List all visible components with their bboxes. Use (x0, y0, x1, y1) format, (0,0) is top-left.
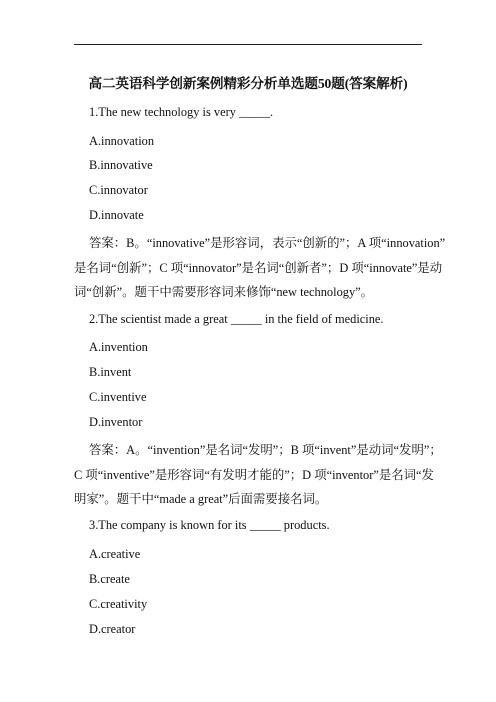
question-2-option-a: A.invention (89, 340, 148, 354)
question-2-answer-line-3: 明家”。题干中“made a great”后面需要接名词。 (74, 492, 328, 506)
question-3-option-b: B.create (89, 572, 130, 586)
question-1-option-c: C.innovator (89, 183, 148, 197)
document-title: 高二英语科学创新案例精彩分析单选题50题(答案解析) (88, 76, 408, 91)
question-2-option-c: C.inventive (89, 390, 147, 404)
question-3-option-c: C.creativity (89, 597, 148, 611)
question-2-answer (74, 442, 442, 516)
question-1-stem: 1.The new technology is very _____. (89, 105, 274, 119)
question-1-option-d: D.innovate (89, 208, 144, 222)
question-2-stem: 2.The scientist made a great _____ in the field of medicine. (89, 312, 384, 326)
question-1-answer-line-1: 答案：B。“innovative”是形容词，表示“创新的”；A 项“innovation” (89, 236, 446, 250)
question-3-option-a: A.creative (89, 547, 141, 561)
question-1-answer-line-2: 是名词“创新”；C 项“innovator”是名词“创新者”；D 项“innovate”是动 (74, 260, 443, 275)
question-2-answer-line-2: C 项“inventive”是形容词“有发明才能的”；D 项“inventor”是名词“发 (74, 467, 434, 482)
question-3-stem: 3.The company is known for its _____ products. (89, 518, 330, 532)
question-1-answer (74, 235, 446, 309)
question-1-option-b: B.innovative (89, 158, 153, 172)
question-3-option-d: D.creator (89, 622, 136, 636)
question-2-option-d: D.inventor (89, 415, 143, 429)
question-2-option-b: B.invent (89, 365, 132, 379)
header-rule (74, 44, 422, 45)
question-2-answer-line-1: 答案：A。“invention”是名词“发明”；B 项“invent”是动词“发明”； (89, 443, 442, 457)
question-1-option-a: A.innovation (89, 134, 155, 148)
question-1-answer-line-3: 词“创新”。题干中需要形容词来修饰“new technology”。 (74, 285, 374, 299)
